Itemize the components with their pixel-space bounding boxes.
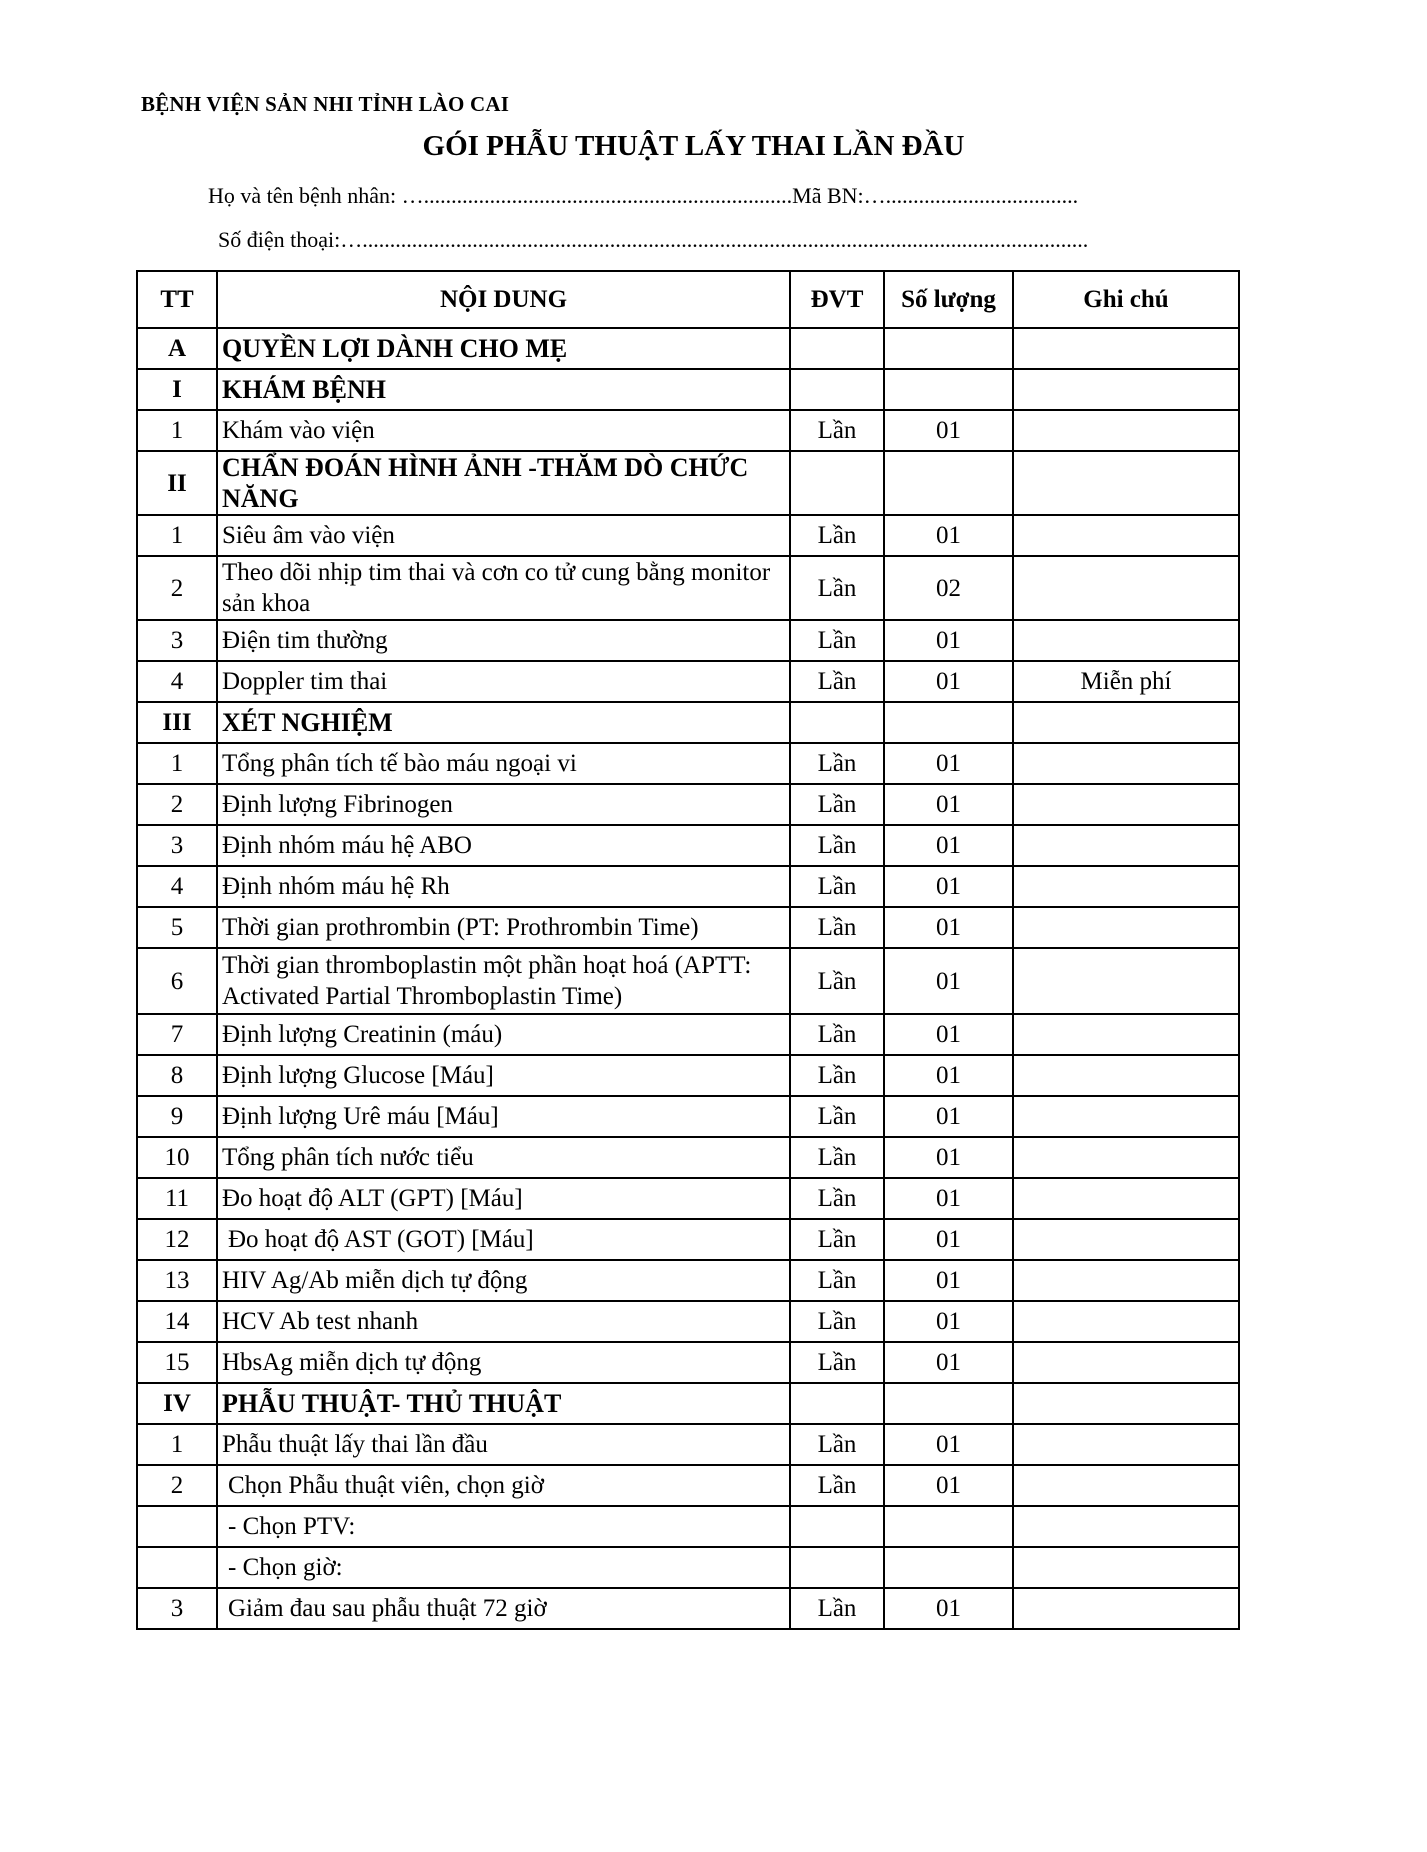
- row-content: Định lượng Urê máu [Máu]: [217, 1096, 790, 1137]
- col-header-unit: ĐVT: [790, 271, 884, 328]
- row-number: 4: [137, 661, 217, 702]
- row-quantity: 01: [884, 948, 1013, 1014]
- row-quantity: 01: [884, 1178, 1013, 1219]
- row-note: [1013, 1547, 1239, 1588]
- row-note: [1013, 328, 1239, 369]
- row-note: [1013, 743, 1239, 784]
- row-quantity: 01: [884, 743, 1013, 784]
- row-note: [1013, 702, 1239, 743]
- row-number: 15: [137, 1342, 217, 1383]
- table-row: [137, 1465, 1239, 1506]
- row-unit: Lần: [790, 1342, 884, 1383]
- row-unit: Lần: [790, 1301, 884, 1342]
- table-row: [137, 1014, 1239, 1055]
- row-content: - Chọn PTV:: [217, 1506, 790, 1547]
- row-quantity: [884, 451, 1013, 515]
- row-quantity: [884, 369, 1013, 410]
- row-unit: [790, 1383, 884, 1424]
- table-row: [137, 515, 1239, 556]
- row-unit: Lần: [790, 866, 884, 907]
- row-unit: [790, 1547, 884, 1588]
- table-row: [137, 1588, 1239, 1629]
- table-row: [137, 1260, 1239, 1301]
- row-quantity: 01: [884, 1096, 1013, 1137]
- table-row: [137, 743, 1239, 784]
- row-quantity: 01: [884, 515, 1013, 556]
- row-note: [1013, 620, 1239, 661]
- row-quantity: 01: [884, 866, 1013, 907]
- row-quantity: [884, 328, 1013, 369]
- row-content: Đo hoạt độ AST (GOT) [Máu]: [217, 1219, 790, 1260]
- row-unit: [790, 451, 884, 515]
- row-unit: Lần: [790, 620, 884, 661]
- row-content: Phẫu thuật lấy thai lần đầu: [217, 1424, 790, 1465]
- row-content: Khám vào viện: [217, 410, 790, 451]
- row-number: 12: [137, 1219, 217, 1260]
- row-content: CHẨN ĐOÁN HÌNH ẢNH -THĂM DÒ CHỨC NĂNG: [217, 451, 790, 515]
- row-note: [1013, 825, 1239, 866]
- row-content: - Chọn giờ:: [217, 1547, 790, 1588]
- row-number: I: [137, 369, 217, 410]
- row-number: 14: [137, 1301, 217, 1342]
- table-row: [137, 1506, 1239, 1547]
- table-row: [137, 825, 1239, 866]
- table-row: [137, 1424, 1239, 1465]
- row-note: [1013, 1055, 1239, 1096]
- row-note: [1013, 556, 1239, 620]
- row-note: [1013, 515, 1239, 556]
- phone-line: Số điện thoại:…....................................................................................................................................: [218, 227, 1089, 252]
- row-unit: Lần: [790, 1588, 884, 1629]
- row-quantity: 01: [884, 1260, 1013, 1301]
- row-quantity: 01: [884, 1137, 1013, 1178]
- row-note: Miễn phí: [1013, 661, 1239, 702]
- row-note: [1013, 1424, 1239, 1465]
- row-note: [1013, 1301, 1239, 1342]
- row-note: [1013, 1506, 1239, 1547]
- row-quantity: 01: [884, 1055, 1013, 1096]
- row-unit: Lần: [790, 556, 884, 620]
- table-header-row: [137, 271, 1239, 328]
- row-unit: Lần: [790, 825, 884, 866]
- row-number: 1: [137, 515, 217, 556]
- row-unit: Lần: [790, 743, 884, 784]
- row-number: 1: [137, 743, 217, 784]
- row-unit: Lần: [790, 948, 884, 1014]
- row-note: [1013, 451, 1239, 515]
- row-quantity: [884, 1506, 1013, 1547]
- row-number: 3: [137, 1588, 217, 1629]
- row-unit: Lần: [790, 1260, 884, 1301]
- row-content: HbsAg miễn dịch tự động: [217, 1342, 790, 1383]
- row-number: IV: [137, 1383, 217, 1424]
- row-unit: Lần: [790, 1055, 884, 1096]
- row-note: [1013, 866, 1239, 907]
- row-content: PHẪU THUẬT- THỦ THUẬT: [217, 1383, 790, 1424]
- row-quantity: 01: [884, 1219, 1013, 1260]
- row-content: Đo hoạt độ ALT (GPT) [Máu]: [217, 1178, 790, 1219]
- table-row: [137, 1137, 1239, 1178]
- row-content: XÉT NGHIỆM: [217, 702, 790, 743]
- section-row: [137, 328, 1239, 369]
- row-unit: Lần: [790, 1219, 884, 1260]
- row-quantity: 01: [884, 784, 1013, 825]
- row-unit: Lần: [790, 1137, 884, 1178]
- row-note: [1013, 1014, 1239, 1055]
- row-unit: [790, 369, 884, 410]
- table-row: [137, 1055, 1239, 1096]
- row-content: QUYỀN LỢI DÀNH CHO MẸ: [217, 328, 790, 369]
- row-note: [1013, 907, 1239, 948]
- table-row: [137, 410, 1239, 451]
- col-header-content: NỘI DUNG: [217, 271, 790, 328]
- row-content: Định lượng Fibrinogen: [217, 784, 790, 825]
- row-content: Định nhóm máu hệ ABO: [217, 825, 790, 866]
- row-note: [1013, 369, 1239, 410]
- section-row: [137, 369, 1239, 410]
- table-row: [137, 1178, 1239, 1219]
- patient-info-line: Họ và tên bệnh nhân: …...................................................................Mã BN:…...................................: [208, 183, 1079, 208]
- row-content: Siêu âm vào viện: [217, 515, 790, 556]
- row-quantity: [884, 702, 1013, 743]
- row-unit: Lần: [790, 1096, 884, 1137]
- row-note: [1013, 1137, 1239, 1178]
- row-quantity: 02: [884, 556, 1013, 620]
- row-content: Thời gian prothrombin (PT: Prothrombin Time): [217, 907, 790, 948]
- row-note: [1013, 1588, 1239, 1629]
- row-quantity: 01: [884, 661, 1013, 702]
- table-row: [137, 948, 1239, 1014]
- row-content: Chọn Phẫu thuật viên, chọn giờ: [217, 1465, 790, 1506]
- col-header-tt: TT: [137, 271, 217, 328]
- row-number: 2: [137, 1465, 217, 1506]
- row-quantity: 01: [884, 1342, 1013, 1383]
- table-row: [137, 1342, 1239, 1383]
- row-note: [1013, 410, 1239, 451]
- section-row: [137, 1383, 1239, 1424]
- row-note: [1013, 1260, 1239, 1301]
- row-unit: Lần: [790, 1465, 884, 1506]
- row-content: Điện tim thường: [217, 620, 790, 661]
- row-note: [1013, 1096, 1239, 1137]
- row-quantity: 01: [884, 1301, 1013, 1342]
- row-number: 6: [137, 948, 217, 1014]
- table-row: [137, 1547, 1239, 1588]
- row-number: 10: [137, 1137, 217, 1178]
- table-row: [137, 1219, 1239, 1260]
- row-content: KHÁM BỆNH: [217, 369, 790, 410]
- row-content: Định lượng Creatinin (máu): [217, 1014, 790, 1055]
- row-number: 5: [137, 907, 217, 948]
- table-row: [137, 556, 1239, 620]
- row-content: Theo dõi nhịp tim thai và cơn co tử cung bằng monitor sản khoa: [217, 556, 790, 620]
- row-note: [1013, 1465, 1239, 1506]
- row-note: [1013, 1383, 1239, 1424]
- col-header-note: Ghi chú: [1013, 271, 1239, 328]
- table-row: [137, 620, 1239, 661]
- section-row: [137, 702, 1239, 743]
- row-number: 8: [137, 1055, 217, 1096]
- row-unit: Lần: [790, 515, 884, 556]
- col-header-qty: Số lượng: [884, 271, 1013, 328]
- row-number: 3: [137, 620, 217, 661]
- row-content: Tổng phân tích nước tiểu: [217, 1137, 790, 1178]
- row-unit: Lần: [790, 410, 884, 451]
- row-note: [1013, 784, 1239, 825]
- row-content: Giảm đau sau phẫu thuật 72 giờ: [217, 1588, 790, 1629]
- row-content: HIV Ag/Ab miễn dịch tự động: [217, 1260, 790, 1301]
- row-number: 11: [137, 1178, 217, 1219]
- row-unit: [790, 1506, 884, 1547]
- row-unit: Lần: [790, 784, 884, 825]
- row-quantity: 01: [884, 620, 1013, 661]
- table-row: [137, 784, 1239, 825]
- row-number: 1: [137, 410, 217, 451]
- row-quantity: 01: [884, 410, 1013, 451]
- form-title: GÓI PHẪU THUẬT LẤY THAI LẦN ĐẦU: [422, 130, 965, 162]
- row-quantity: 01: [884, 1588, 1013, 1629]
- row-unit: Lần: [790, 661, 884, 702]
- row-number: [137, 1506, 217, 1547]
- table-row: [137, 661, 1239, 702]
- table-row: [137, 907, 1239, 948]
- service-package-table: [136, 270, 1240, 1630]
- row-note: [1013, 1342, 1239, 1383]
- row-unit: [790, 328, 884, 369]
- row-quantity: 01: [884, 1465, 1013, 1506]
- row-content: Thời gian thromboplastin một phần hoạt hoá (APTT: Activated Partial Thromboplastin Time): [217, 948, 790, 1014]
- row-number: [137, 1547, 217, 1588]
- row-unit: Lần: [790, 1424, 884, 1465]
- row-content: Định nhóm máu hệ Rh: [217, 866, 790, 907]
- row-number: 4: [137, 866, 217, 907]
- row-content: Tổng phân tích tế bào máu ngoại vi: [217, 743, 790, 784]
- row-quantity: 01: [884, 907, 1013, 948]
- hospital-name: BỆNH VIỆN SẢN NHI TỈNH LÀO CAI: [141, 92, 510, 116]
- row-unit: [790, 702, 884, 743]
- row-unit: Lần: [790, 1178, 884, 1219]
- row-number: 7: [137, 1014, 217, 1055]
- row-number: 3: [137, 825, 217, 866]
- row-number: A: [137, 328, 217, 369]
- section-row: [137, 451, 1239, 515]
- row-note: [1013, 948, 1239, 1014]
- row-number: 13: [137, 1260, 217, 1301]
- table-row: [137, 1096, 1239, 1137]
- row-number: 2: [137, 784, 217, 825]
- row-quantity: [884, 1547, 1013, 1588]
- row-unit: Lần: [790, 907, 884, 948]
- row-note: [1013, 1178, 1239, 1219]
- row-number: 2: [137, 556, 217, 620]
- row-unit: Lần: [790, 1014, 884, 1055]
- table-body: [137, 328, 1239, 1629]
- row-content: Định lượng Glucose [Máu]: [217, 1055, 790, 1096]
- row-content: Doppler tim thai: [217, 661, 790, 702]
- table-row: [137, 866, 1239, 907]
- table-row: [137, 1301, 1239, 1342]
- row-number: II: [137, 451, 217, 515]
- row-number: 1: [137, 1424, 217, 1465]
- row-note: [1013, 1219, 1239, 1260]
- row-quantity: 01: [884, 825, 1013, 866]
- row-quantity: 01: [884, 1014, 1013, 1055]
- row-quantity: 01: [884, 1424, 1013, 1465]
- row-content: HCV Ab test nhanh: [217, 1301, 790, 1342]
- row-number: 9: [137, 1096, 217, 1137]
- row-number: III: [137, 702, 217, 743]
- row-quantity: [884, 1383, 1013, 1424]
